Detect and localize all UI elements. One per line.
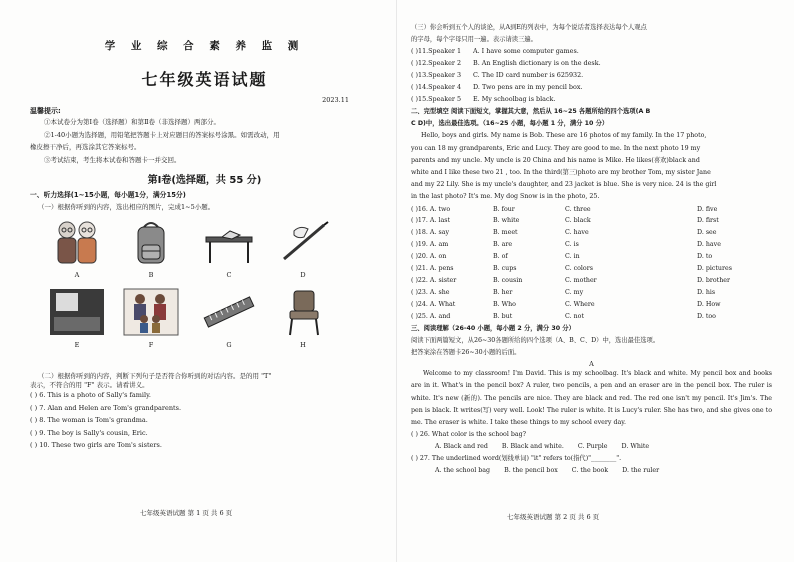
option-a: A. Black and red [435, 443, 488, 451]
cloze-option: D. have [697, 241, 721, 249]
part3-instruction-cont: 把答案涂在答题卡26~30小题的后面。 [411, 349, 521, 357]
pic-label-h: H [300, 341, 306, 349]
cloze-option: C. three [565, 205, 591, 213]
cloze-line: parents and my uncle. My uncle is 20 China and his name is Mike. He likes(喜欢)black and [411, 156, 700, 164]
cloze-question: ( )24. A. What [411, 300, 456, 308]
cloze-spacer [627, 227, 697, 239]
speaker-row [411, 58, 772, 70]
cloze-line: and my 22 Lily. She is my uncle's daughter, and 23 jacket is blue. She is very nice. 24 is the girl [411, 181, 717, 189]
cloze-option: D. brother [697, 277, 730, 284]
cloze-option: D. first [697, 217, 719, 225]
speaker-label: ( )15.Speaker 5 [411, 95, 462, 104]
speaker-row [411, 46, 772, 58]
cloze-question: ( )19. A. am [411, 241, 449, 249]
option-d: D. White [621, 443, 650, 451]
question-26: ( ) 26. What color is the school bag? [411, 431, 527, 439]
speaker-option: C. The ID card number is 625932. [473, 71, 584, 80]
cloze-question: ( )23. A. she [411, 288, 450, 296]
speaker-row [411, 94, 772, 106]
cloze-option: C. black [565, 217, 591, 225]
part3-heading: 三、阅读理解（26-40 小题，每小题 2 分，满分 30 分） [411, 324, 575, 332]
schoolbag-picture [122, 217, 180, 267]
part1-sub3-intro-cont: 的字母，每个字母只用一遍。表示请读三遍。 [411, 36, 537, 44]
grandparents-picture [48, 217, 106, 267]
tf-item-6: ( ) 6. This is a photo of Sally's family. [30, 391, 151, 399]
cloze-line: Hello, boys and girls. My name is Bob. These are 16 photos of my family. In the 17 photo, [421, 132, 707, 140]
section-title: 第Ⅰ卷(选择题，共 55 分) [147, 175, 262, 186]
part3-instruction: 阅读下面两篇短文，从26~30各题所给的四个选项（A、B、C、D）中，选出最佳选项。 [411, 336, 660, 344]
cloze-option: B. white [493, 217, 520, 225]
tf-item-8: ( ) 8. The woman is Tom's grandma. [30, 416, 148, 425]
note-2-cont: 橡皮擦干净后，再选涂其它答案标号。 [30, 143, 141, 151]
cloze-option: D. How [697, 300, 721, 308]
speaker-label: ( )11.Speaker 1 [411, 47, 462, 56]
speaker-option: E. My schoolbag is black. [473, 95, 556, 104]
option-c: C. the book [571, 467, 609, 475]
cloze-option: C. Where [565, 300, 595, 308]
pic-label-e: E [74, 341, 80, 349]
cloze-option: B. are [493, 241, 513, 249]
cloze-option: C. mother [565, 277, 597, 284]
question-27: ( ) 27. The underlined word(划线单词) "it" refers to(指代)"________". [411, 454, 622, 462]
exam-subject: 七年级英语试题 [141, 70, 268, 89]
cloze-option: C. is [565, 241, 579, 249]
cloze-question: ( )25. A. and [411, 312, 451, 320]
speaker-row [411, 70, 772, 82]
passage-label: A [589, 360, 594, 369]
cloze-spacer [627, 251, 697, 263]
cloze-option: C. have [565, 229, 589, 237]
cloze-option: C. not [565, 312, 584, 320]
cloze-spacer [627, 275, 697, 287]
cloze-spacer [627, 263, 697, 275]
part2-heading-cont: C D)中，选出最佳选项。（16~25 小题，每小题 1 分，满分 10 分） [411, 120, 609, 128]
cloze-options [411, 204, 772, 323]
pic-label-c: C [226, 271, 232, 279]
cloze-spacer [627, 204, 697, 216]
option-b: B. the pencil box [504, 467, 558, 475]
cloze-option: B. of [493, 253, 508, 261]
reading-passage: Welcome to my classroom! I'm David. This is my schoolbag. It's black and white. My pencil box and books are in it. What's in the pencil box? A ruler, two pencils, a pen and an eraser are in the pencil box. The ruler is white. It's new (新的). The pencils are nice. They are black and red. The red one isn't my pencil. It's Jim's. The pen is black. It writes(写) very well. Look! The ruler is white. It is Lucy's ruler. She has two, and she gives one to me. The eraser is white. I take these things to my school every day. [411, 370, 772, 427]
note-1: ①本试卷分为第Ⅰ卷（选择题）和第Ⅱ卷（非选择题）两部分。 [44, 118, 220, 126]
speaker-label: ( )13.Speaker 3 [411, 71, 462, 80]
speaker-option: A. I have some computer games. [473, 47, 579, 56]
cloze-option: B. but [493, 312, 513, 320]
speaker-label: ( )14.Speaker 4 [411, 83, 462, 92]
cloze-option: B. Who [493, 300, 516, 308]
pic-label-f: F [148, 341, 154, 349]
question-27-options [411, 465, 772, 477]
cloze-option: D. to [697, 253, 713, 261]
cloze-question: ( )18. A. say [411, 229, 450, 237]
tf-item-10: ( ) 10. These two girls are Tom's sisters. [30, 441, 162, 450]
desk-picture [200, 217, 258, 267]
cloze-option: B. cups [493, 265, 517, 273]
speaker-option: B. An English dictionary is on the desk. [473, 59, 601, 68]
pic-label-a: A [74, 271, 80, 279]
cloze-spacer [627, 215, 697, 227]
sub2-instruction: （二）根据你听到的内容，判断下列句子是否符合你听到的对话内容。是的用 "T" [38, 372, 272, 380]
sub1-instruction: （一）根据你听到的内容，选出相应的图片，完成1~5小题。 [38, 203, 215, 211]
cloze-option: B. meet [493, 229, 518, 237]
exam-title: 学 业 综 合 素 养 监 测 [104, 40, 305, 52]
page-2-footer: 七年级英语试题 第 2 页 共 6 页 [507, 513, 600, 521]
cloze-option: D. his [697, 288, 716, 296]
cloze-question: ( )22. A. sister [411, 277, 457, 284]
cloze-option: B. her [493, 288, 513, 296]
part1-sub3-intro: （三）你会听到五个人的谈论，从A到E的列表中，为每个说话者选择表达每个人观点 [411, 24, 647, 31]
speaker-label: ( )12.Speaker 2 [411, 59, 462, 68]
cloze-spacer [627, 239, 697, 251]
part1-heading: 一、听力选择(1~15小题，每小题1分，满分15分) [30, 191, 186, 199]
cloze-spacer [627, 299, 697, 311]
cloze-question: ( )21. A. pens [411, 265, 454, 273]
pencil-picture [274, 217, 332, 267]
cloze-option: D. pictures [697, 265, 732, 273]
ruler-picture [200, 287, 258, 337]
chair-picture [274, 287, 332, 337]
sub2-instruction-cont: 表示，不符合的用 "F" 表示。请看讲义。 [30, 381, 149, 389]
question-26-options [411, 441, 772, 453]
part2-heading: 二、完型填空 阅读下面短文，掌握其大意，然后从 16~25 各题所给的四个选项(A B [411, 107, 651, 115]
cloze-line: white and I like these two 21 , too. In the third(第三)photo are my brother Tom, my sister Jane [411, 168, 711, 176]
tf-item-9: ( ) 9. The boy is Sally's cousin, Eric. [30, 428, 148, 437]
cloze-option: D. five [697, 205, 718, 213]
cloze-option: C. in [565, 253, 580, 261]
page-2 [397, 0, 794, 562]
cloze-line: in the last photo? It's me. My dog Snow is in the photo, 25. [411, 193, 600, 201]
option-a: A. the school bag [435, 467, 491, 475]
option-b: B. Black and white. [501, 443, 564, 451]
notes-header: 温馨提示: [30, 107, 61, 115]
cloze-option: D. see [697, 229, 717, 237]
speaker-option: D. Two pens are in my pencil box. [473, 83, 583, 92]
note-2: ②1-40小题为选择题，用铅笔把答题卡上对应题目的答案标号涂黑。如需改动，用 [44, 130, 280, 139]
pic-label-g: G [226, 341, 232, 349]
cloze-line: you can 18 my grandparents, Eric and Lucy. They are good to me. In the next photo 19 my [411, 144, 701, 152]
cloze-option: B. four [493, 205, 515, 213]
tf-item-7: ( ) 7. Alan and Helen are Tom's grandparents. [30, 403, 182, 412]
pic-label-b: B [148, 271, 154, 279]
cloze-option: B. cousin [493, 277, 523, 284]
pic-label-d: D [300, 271, 306, 279]
page-1-footer: 七年级英语试题 第 1 页 共 6 页 [140, 509, 233, 517]
option-c: C. Purple [577, 443, 608, 451]
note-3: ③考试结束，考生将本试卷和答题卡一并交回。 [44, 155, 181, 164]
exam-date: 2023.11 [322, 96, 349, 104]
cloze-spacer [627, 287, 697, 299]
cloze-question: ( )17. A. last [411, 217, 451, 225]
cloze-option: D. too [697, 312, 716, 320]
speaker-row [411, 82, 772, 94]
cloze-question: ( )16. A. two [411, 205, 451, 213]
picture-grid [30, 215, 379, 365]
cloze-option: C. my [565, 288, 584, 296]
cloze-spacer [627, 311, 697, 323]
cloze-option: C. colors [565, 265, 593, 273]
family-picture [122, 287, 180, 337]
classroom-picture [48, 287, 106, 337]
option-d: D. the ruler [622, 467, 660, 475]
cloze-question: ( )20. A. on [411, 253, 447, 261]
